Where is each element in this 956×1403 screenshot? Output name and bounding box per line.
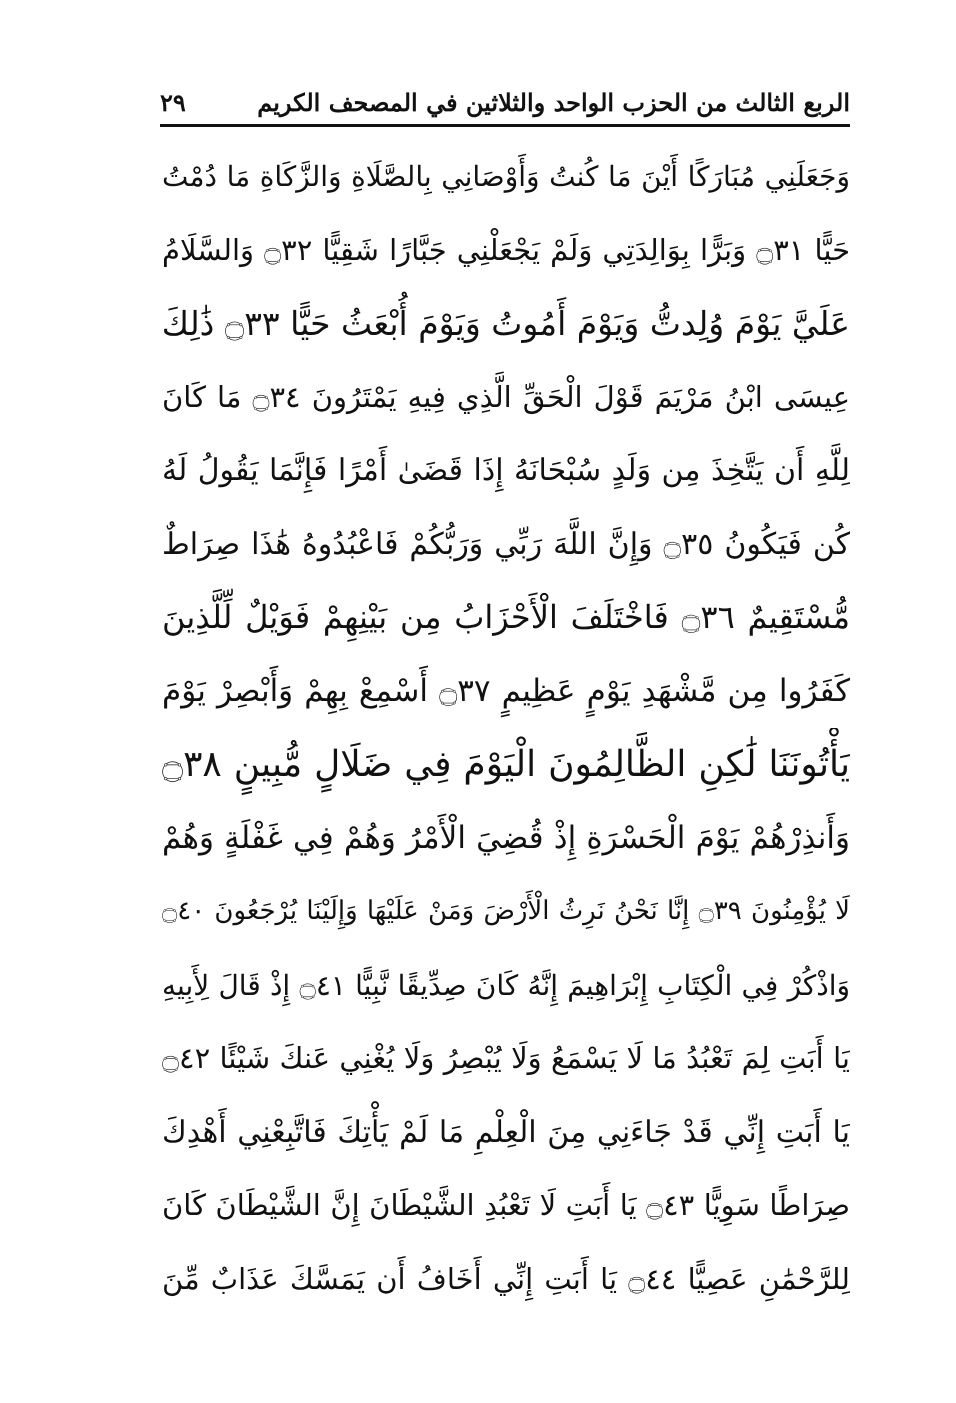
quran-text-block (162, 140, 850, 1316)
text-line-10: وَأَنذِرْهُمْ يَوْمَ الْحَسْرَةِ إِذْ قُضِيَ الْأَمْرُ وَهُمْ فِي غَفْلَةٍ وَهُمْ (162, 819, 850, 856)
text-line-7: مُّسْتَقِيمٌ ۝٣٦ فَاخْتَلَفَ الْأَحْزَابُ مِن بَيْنِهِمْ فَوَيْلٌ لِّلَّذِينَ (162, 598, 850, 636)
text-line-11: لَا يُؤْمِنُونَ ۝٣٩ إِنَّا نَحْنُ نَرِثُ الْأَرْضَ وَمَنْ عَلَيْهَا وَإِلَيْنَا يُرْجَعُونَ ۝٤٠ (162, 896, 850, 926)
running-title: الربع الثالث من الحزب الواحد والثلاثين في المصحف الكريم (257, 88, 850, 117)
text-line-1: وَجَعَلَنِي مُبَارَكًا أَيْنَ مَا كُنتُ وَأَوْصَانِي بِالصَّلَاةِ وَالزَّكَاةِ مَا دُمْتُ (162, 160, 850, 193)
text-line-16: لِلرَّحْمَٰنِ عَصِيًّا ۝٤٤ يَا أَبَتِ إِنِّي أَخَافُ أَن يَمَسَّكَ عَذَابٌ مِّنَ (162, 1261, 850, 1296)
text-line-9: يَأْتُونَنَا لَٰكِنِ الظَّالِمُونَ الْيَوْمَ فِي ضَلَالٍ مُّبِينٍ ۝٣٨ (162, 744, 850, 785)
text-line-6: كُن فَيَكُونُ ۝٣٥ وَإِنَّ اللَّهَ رَبِّي وَرَبُّكُمْ فَاعْبُدُوهُ هَٰذَا صِرَاطٌ (162, 526, 850, 562)
text-line-3: عَلَيَّ يَوْمَ وُلِدتُّ وَيَوْمَ أَمُوتُ وَيَوْمَ أُبْعَثُ حَيًّا ۝٣٣ ذَٰلِكَ (162, 304, 850, 343)
page-header (160, 78, 850, 126)
header-rule (160, 124, 850, 127)
text-line-8: كَفَرُوا مِن مَّشْهَدِ يَوْمٍ عَظِيمٍ ۝٣٧ أَسْمِعْ بِهِمْ وَأَبْصِرْ يَوْمَ (162, 672, 850, 709)
text-line-2: حَيًّا ۝٣١ وَبَرًّا بِوَالِدَتِي وَلَمْ يَجْعَلْنِي جَبَّارًا شَقِيًّا ۝٣٢ وَالسَّلَامُ (162, 232, 850, 267)
text-line-13: يَا أَبَتِ لِمَ تَعْبُدُ مَا لَا يَسْمَعُ وَلَا يُبْصِرُ وَلَا يُغْنِي عَنكَ شَيْئًا ۝٤٢ (162, 1041, 850, 1075)
text-line-15: صِرَاطًا سَوِيًّا ۝٤٣ يَا أَبَتِ لَا تَعْبُدِ الشَّيْطَانَ إِنَّ الشَّيْطَانَ كَانَ (162, 1188, 850, 1222)
text-line-5: لِلَّهِ أَن يَتَّخِذَ مِن وَلَدٍ سُبْحَانَهُ إِذَا قَضَىٰ أَمْرًا فَإِنَّمَا يَقُولُ لَهُ (162, 453, 850, 488)
text-line-4: عِيسَى ابْنُ مَرْيَمَ قَوْلَ الْحَقِّ الَّذِي فِيهِ يَمْتَرُونَ ۝٣٤ مَا كَانَ (162, 379, 850, 414)
text-line-12: وَاذْكُرْ فِي الْكِتَابِ إِبْرَاهِيمَ إِنَّهُ كَانَ صِدِّيقًا نَّبِيًّا ۝٤١ إِذْ قَالَ لِأَبِيهِ (162, 968, 850, 1002)
page-number: ٢٩ (160, 88, 186, 117)
text-line-14: يَا أَبَتِ إِنِّي قَدْ جَاءَنِي مِنَ الْعِلْمِ مَا لَمْ يَأْتِكَ فَاتَّبِعْنِي أَهْدِكَ (162, 1114, 850, 1150)
